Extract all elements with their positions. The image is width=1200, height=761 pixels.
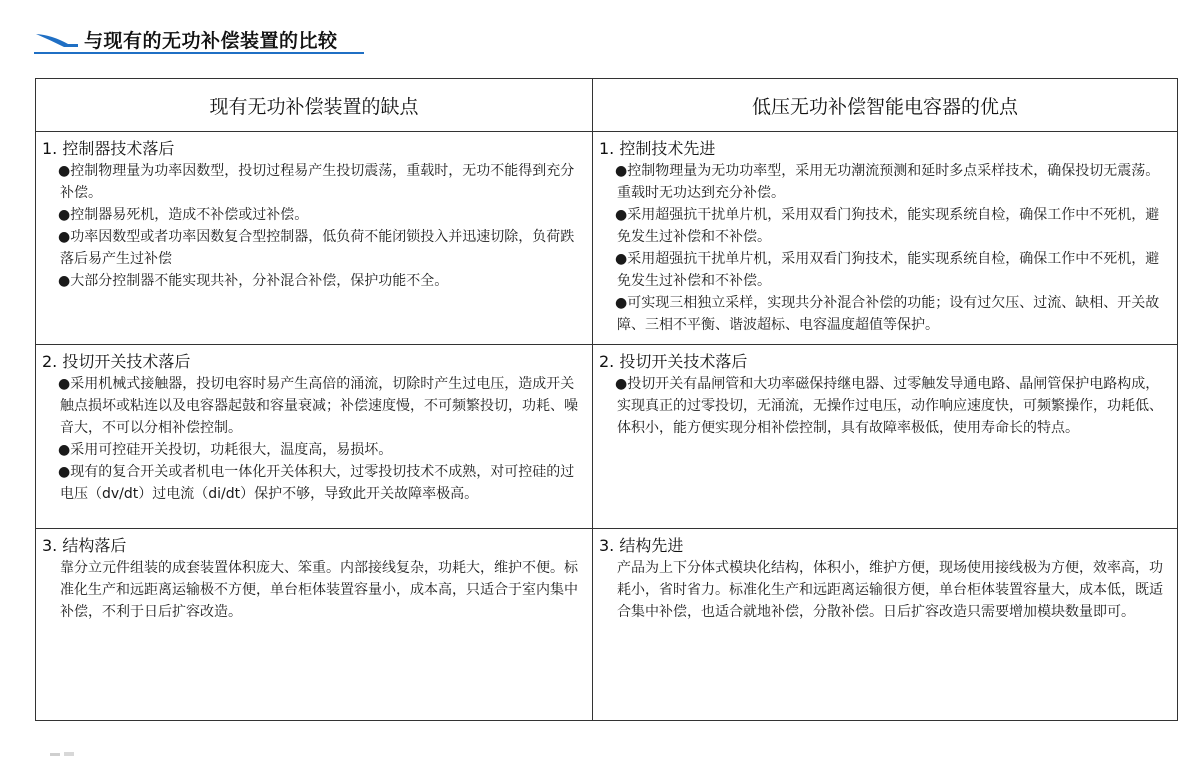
list-item: ●采用机械式接触器，投切电容时易产生高倍的涌流，切除时产生过电压，造成开关触点损坏或粘连以及电容器起鼓和容量衰减；补偿速度慢，不可频繁投切，功耗、噪音大，不可以分相补偿控制。 — [58, 376, 578, 437]
left-cell-controller — [36, 132, 593, 345]
left-cell-structure — [36, 529, 593, 721]
list-item: ●采用超强抗干扰单片机，采用双看门狗技术，能实现系统自检，确保工作中不死机，避免发生过补偿和不补偿。 — [615, 251, 1160, 290]
cropped-text-fragment — [48, 742, 88, 750]
list-item: ●大部分控制器不能实现共补，分补混合补偿，保护功能不全。 — [58, 273, 449, 290]
section-title: 3. 结构先进 — [599, 536, 684, 556]
right-cell-switch — [593, 345, 1178, 529]
page-title: 与现有的无功补偿装置的比较 — [84, 29, 338, 52]
heading-accent-icon — [34, 31, 78, 47]
list-item: ●投切开关有晶闸管和大功率磁保持继电器、过零触发导通电路、晶闸管保护电路构成，实现真正的过零投切，无涌流，无操作过电压，动作响应速度快，可频繁操作，功耗低、体积小，能方便实现分相补偿控制，具有故障率极低，使用寿命长的特点。 — [615, 376, 1163, 437]
paragraph: 产品为上下分体式模块化结构，体积小，维护方便，现场使用接线极为方便，效率高，功耗小，省时省力。标准化生产和远距离运输很方便，单台柜体装置容量大，成本低，既适合集中补偿，也适合就地补偿，分散补偿。日后扩容改造只需要增加模块数量即可。 — [617, 560, 1163, 621]
list-item: ●采用超强抗干扰单片机，采用双看门狗技术，能实现系统自检，确保工作中不死机，避免发生过补偿和不补偿。 — [615, 207, 1160, 246]
comparison-table — [35, 78, 1178, 721]
list-item: ●功率因数型或者功率因数复合型控制器，低负荷不能闭锁投入并迅速切除，负荷跌落后易产生过补偿 — [58, 229, 575, 268]
list-item: ●控制器易死机，造成不补偿或过补偿。 — [58, 207, 309, 224]
section-title: 1. 控制器技术落后 — [42, 139, 175, 159]
section-heading — [34, 26, 338, 52]
paragraph: 靠分立元件组装的成套装置体积庞大、笨重。内部接线复杂，功耗大，维护不便。标准化生产和远距离运输极不方便，单台柜体装置容量小，成本高，只适合于室内集中补偿，不利于日后扩容改造。 — [60, 560, 578, 621]
section-title: 2. 投切开关技术落后 — [599, 352, 748, 372]
table-row — [36, 345, 1178, 529]
right-column-header: 低压无功补偿智能电容器的优点 — [593, 79, 1178, 132]
table-row — [36, 132, 1178, 345]
table-header-row — [36, 79, 1178, 132]
table-row — [36, 529, 1178, 721]
left-cell-switch — [36, 345, 593, 529]
section-title: 1. 控制技术先进 — [599, 139, 716, 159]
right-cell-structure — [593, 529, 1178, 721]
list-item: ●控制物理量为无功功率型，采用无功潮流预测和延时多点采样技术，确保投切无震荡。重载时无功达到充分补偿。 — [615, 163, 1160, 202]
list-item: ●采用可控硅开关投切，功耗很大，温度高，易损坏。 — [58, 442, 393, 459]
list-item: ●可实现三相独立采样，实现共分补混合补偿的功能；设有过欠压、过流、缺相、开关故障、三相不平衡、谐波超标、电容温度超值等保护。 — [615, 295, 1160, 334]
section-title: 2. 投切开关技术落后 — [42, 352, 191, 372]
heading-underline — [34, 52, 364, 54]
list-item: ●控制物理量为功率因数型，投切过程易产生投切震荡，重载时，无功不能得到充分补偿。 — [58, 163, 575, 202]
left-column-header: 现有无功补偿装置的缺点 — [36, 79, 593, 132]
section-title: 3. 结构落后 — [42, 536, 127, 556]
list-item: ●现有的复合开关或者机电一体化开关体积大，过零投切技术不成熟，对可控硅的过电压（dv/dt）过电流（di/dt）保护不够，导致此开关故障率极高。 — [58, 464, 575, 503]
right-cell-controller — [593, 132, 1178, 345]
